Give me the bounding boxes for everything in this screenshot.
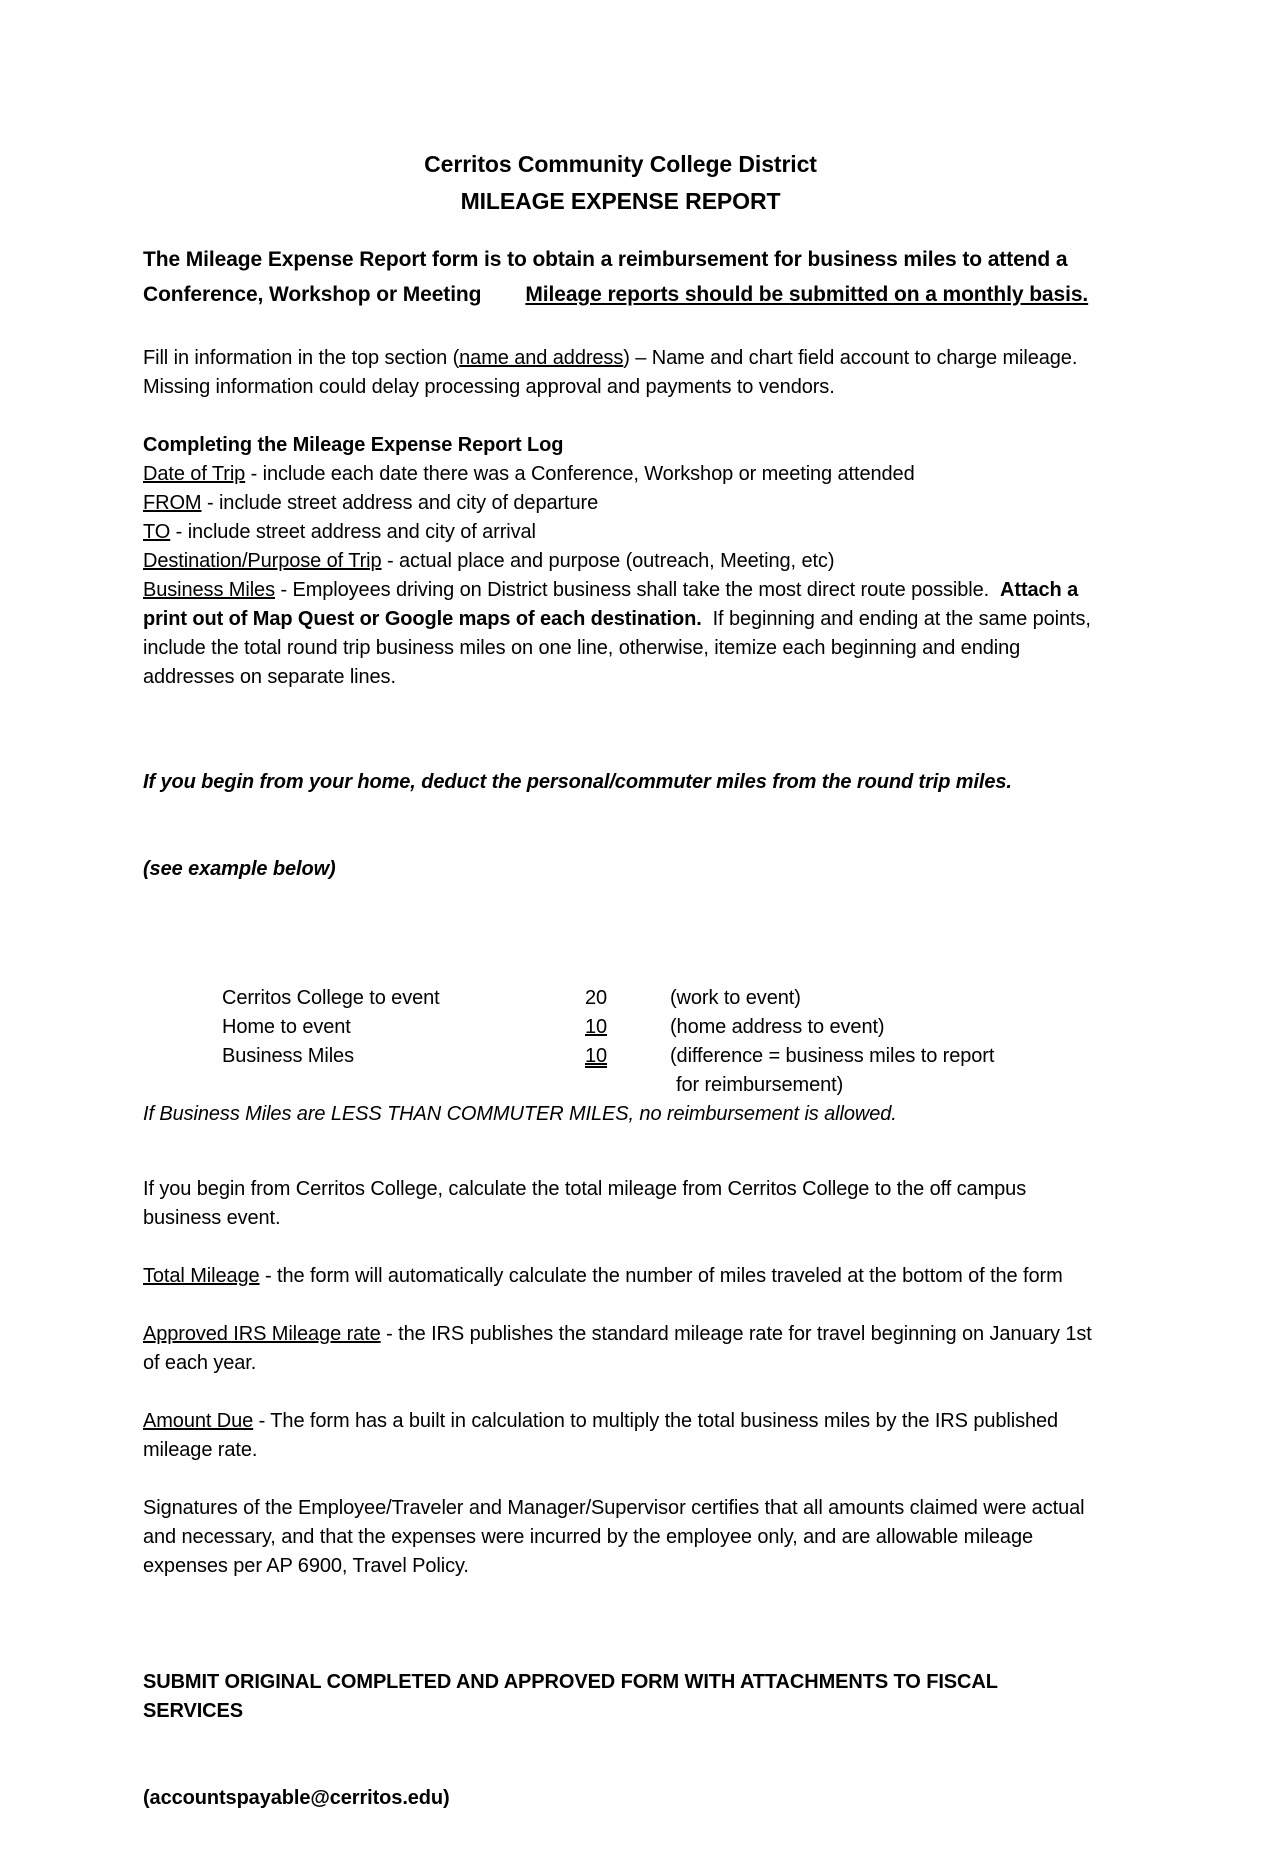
intro-paragraph (143, 242, 1098, 312)
title-line-district: Cerritos Community College District (424, 151, 817, 177)
amount-due-paragraph (143, 1407, 1098, 1465)
term-to: TO (143, 521, 171, 543)
fill-in-pre: Fill in information in the top section ( (143, 347, 460, 369)
cerritos-begin-paragraph: If you begin from Cerritos College, calculate the total mileage from Cerritos College to the off campus business event. (143, 1178, 1032, 1229)
submit-instructions (143, 1610, 1098, 1871)
desc-business-miles-2: If beginning and ending at the same points, include the total round trip business miles on one line, otherwise, itemize each beginning and ending addresses on separate lines. (143, 608, 1097, 688)
home-deduction-line1: If you begin from your home, deduct the personal/commuter miles from the round trip miles. (143, 771, 1012, 793)
desc-total-mileage: - the form will automatically calculate the number of miles traveled at the bottom of the form (259, 1265, 1063, 1287)
signatures-paragraph: Signatures of the Employee/Traveler and Manager/Supervisor certifies that all amounts claimed were actual and necessary, and that the expenses were incurred by the employee only, and are allowable mileage expenses per AP 6900, Travel Policy. (143, 1497, 1090, 1577)
term-from: FROM (143, 492, 202, 514)
desc-business-miles-1: - Employees driving on District business shall take the most direct route possible. (274, 579, 1001, 601)
example-miles-home (585, 1013, 670, 1042)
desc-destination: - actual place and purpose (outreach, Meeting, etc) (381, 550, 835, 572)
example-note-business: (difference = business miles to report (670, 1045, 995, 1067)
example-label-home: Home to event (222, 1016, 351, 1038)
term-date-of-trip: Date of Trip (143, 463, 246, 485)
fill-in-post: ) – Name and chart field account to charge mileage. Missing information could delay processing approval and payments to vendors. (143, 347, 1089, 398)
desc-to: - include street address and city of arrival (170, 521, 536, 543)
log-item-from (143, 489, 1098, 518)
irs-rate-paragraph (143, 1320, 1098, 1378)
example-row-work (143, 984, 1098, 1013)
log-section (143, 431, 1098, 692)
example-miles-business-value: 10 (585, 1045, 608, 1067)
example-row-home (143, 1013, 1098, 1042)
fill-in-paragraph (143, 344, 1098, 402)
total-mileage-paragraph (143, 1262, 1098, 1291)
example-block (143, 984, 1098, 1100)
desc-irs-rate: - the IRS publishes the standard mileage rate for travel beginning on January 1st of each year. (143, 1323, 1098, 1374)
term-amount-due: Amount Due (143, 1410, 254, 1432)
log-heading: Completing the Mileage Expense Report Log (143, 434, 564, 456)
example-miles-business (585, 1042, 670, 1071)
submit-line2: (accountspayable@cerritos.edu) (143, 1787, 450, 1809)
log-item-to (143, 518, 1098, 547)
intro-underlined-text: Mileage reports should be submitted on a monthly basis. (525, 283, 1089, 306)
desc-from: - include street address and city of departure (201, 492, 599, 514)
log-item-destination (143, 547, 1098, 576)
document-title (143, 146, 1098, 220)
example-label-work: Cerritos College to event (222, 987, 440, 1009)
intro-bold-text: The Mileage Expense Report form is to obtain a reimbursement for business miles to attend a Conference, Workshop or Meeting (143, 248, 1074, 306)
desc-amount-due: - The form has a built in calculation to multiply the total business miles by the IRS published mileage rate. (143, 1410, 1064, 1461)
log-item-date-of-trip (143, 460, 1098, 489)
term-irs-rate: Approved IRS Mileage rate (143, 1323, 381, 1345)
document-content (143, 146, 1098, 1871)
desc-date-of-trip: - include each date there was a Conference, Workshop or meeting attended (245, 463, 915, 485)
example-label-business: Business Miles (222, 1045, 354, 1067)
fill-in-underlined: name and address (459, 347, 624, 369)
home-deduction-line2: (see example below) (143, 858, 336, 880)
example-footnote: If Business Miles are LESS THAN COMMUTER MILES, no reimbursement is allowed. (143, 1103, 897, 1125)
submit-line1: SUBMIT ORIGINAL COMPLETED AND APPROVED FORM WITH ATTACHMENTS TO FISCAL SERVICES (143, 1671, 1003, 1722)
home-deduction-note (143, 710, 1098, 942)
term-destination: Destination/Purpose of Trip (143, 550, 382, 572)
example-row-business (143, 1042, 1098, 1071)
title-line-report: MILEAGE EXPENSE REPORT (460, 188, 781, 214)
log-item-business-miles (143, 576, 1098, 692)
term-business-miles: Business Miles (143, 579, 275, 601)
term-total-mileage: Total Mileage (143, 1265, 260, 1287)
example-note-work: (work to event) (670, 987, 801, 1009)
desc-business-miles-bold: Attach a print out of Map Quest or Google maps of each destination. (143, 579, 1084, 630)
example-miles-work: 20 (585, 987, 608, 1009)
example-miles-home-value: 10 (585, 1016, 608, 1038)
example-note-home: (home address to event) (670, 1016, 885, 1038)
example-note-continuation: for reimbursement) (676, 1074, 844, 1096)
